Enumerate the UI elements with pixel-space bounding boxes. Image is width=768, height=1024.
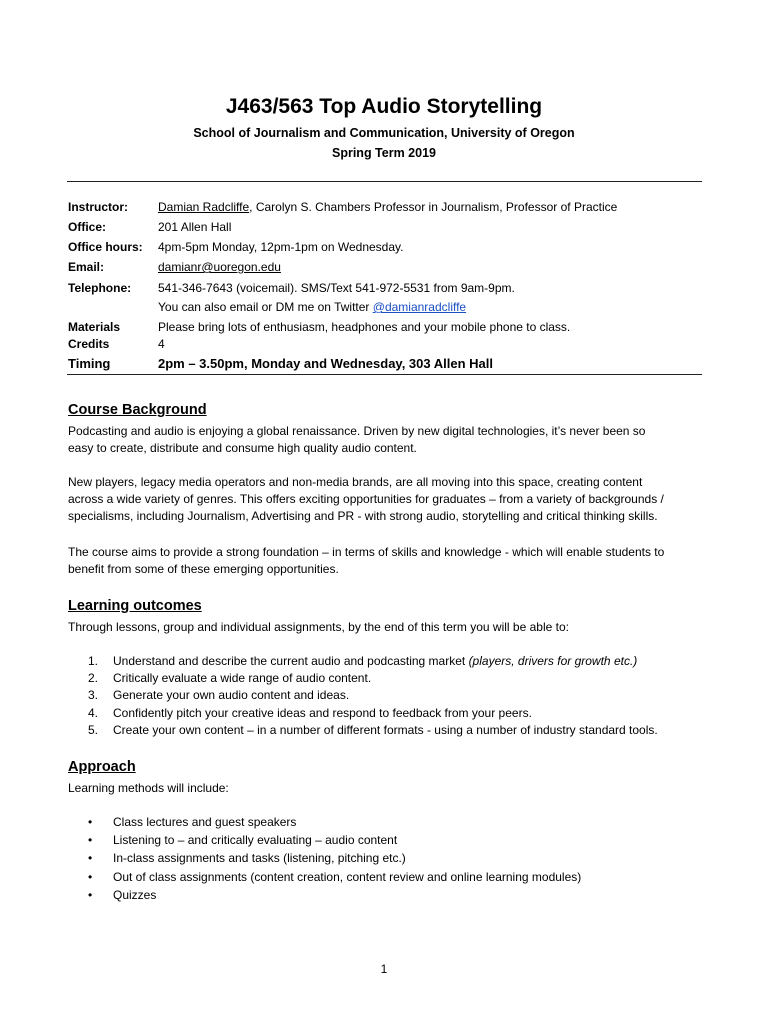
bullet-icon: • (88, 851, 93, 865)
outcome-text: Confidently pitch your creative ideas and respond to feedback from your peers. (113, 706, 532, 720)
document-title: J463/563 Top Audio Storytelling (225, 95, 543, 118)
text-line: Podcasting and audio is enjoying a global renaissance. Driven by new digital technologies, it’s never been so (68, 424, 646, 438)
bullet-icon: • (88, 870, 93, 884)
top-divider (67, 181, 702, 182)
list-number: 2. (88, 671, 99, 685)
background-paragraph-1 (68, 423, 708, 457)
text-line: New players, legacy media operators and non-media brands, are all moving into this space, creating content (68, 475, 643, 489)
office-value: 201 Allen Hall (158, 220, 232, 234)
credits-value: 4 (158, 337, 165, 351)
materials-label: Materials (68, 320, 121, 334)
telephone-label: Telephone: (68, 281, 132, 295)
approach-text: Quizzes (113, 888, 157, 902)
instructor-name: Damian Radcliffe (158, 200, 250, 214)
outcome-text (113, 654, 637, 668)
text-line: across a wide variety of genres. This offers exciting opportunities for graduates – from a variety of backgrounds / (68, 492, 664, 506)
office-hours-label: Office hours: (68, 240, 143, 254)
outcome-text: Create your own content – in a number of different formats - using a number of industry standard tools. (113, 723, 658, 737)
outcome-note: (players, drivers for growth etc.) (468, 654, 638, 668)
outcomes-intro: Through lessons, group and individual assignments, by the end of this term you will be able to: (68, 620, 569, 634)
timing-label: Timing (68, 356, 111, 371)
learning-outcomes-heading: Learning outcomes (68, 598, 202, 614)
approach-text: Listening to – and critically evaluating – audio content (113, 833, 398, 847)
approach-text: Out of class assignments (content creation, content review and online learning modules) (113, 870, 582, 884)
page-number: 1 (380, 962, 388, 976)
instructor-label: Instructor: (68, 200, 128, 214)
school-name: School of Journalism and Communication, University of Oregon (193, 126, 575, 140)
background-paragraph-3 (68, 544, 708, 578)
list-number: 1. (88, 654, 99, 668)
outcome-text: Critically evaluate a wide range of audio content. (113, 671, 372, 685)
bullet-icon: • (88, 833, 93, 847)
office-hours-value: 4pm-5pm Monday, 12pm-1pm on Wednesday. (158, 240, 404, 254)
twitter-value (158, 300, 466, 314)
term-label: Spring Term 2019 (332, 146, 436, 160)
bullet-icon: • (88, 888, 93, 902)
info-divider (67, 374, 702, 375)
credits-label: Credits (68, 337, 110, 351)
outcome-text: Generate your own audio content and ideas. (113, 688, 350, 702)
approach-text: Class lectures and guest speakers (113, 815, 297, 829)
outcome-main: Understand and describe the current audio and podcasting market (113, 654, 469, 668)
instructor-title: , Carolyn S. Chambers Professor in Journalism, Professor of Practice (249, 200, 618, 214)
twitter-text: You can also email or DM me on Twitter (158, 300, 373, 314)
list-number: 3. (88, 688, 99, 702)
approach-heading: Approach (68, 759, 136, 775)
course-background-heading: Course Background (68, 402, 207, 418)
background-paragraph-2 (68, 474, 708, 525)
email-label: Email: (68, 260, 105, 274)
text-line: benefit from some of these emerging opportunities. (68, 562, 339, 576)
bullet-icon: • (88, 815, 93, 829)
instructor-value (158, 200, 617, 214)
list-number: 5. (88, 723, 99, 737)
materials-value: Please bring lots of enthusiasm, headphones and your mobile phone to class. (158, 320, 571, 334)
text-line: The course aims to provide a strong foundation – in terms of skills and knowledge - which will enable students to (68, 545, 665, 559)
text-line: easy to create, distribute and consume high quality audio content. (68, 441, 417, 455)
text-line: specialisms, including Journalism, Advertising and PR - with strong audio, storytelling and critical thinking skills. (68, 509, 658, 523)
office-label: Office: (68, 220, 107, 234)
telephone-value: 541-346-7643 (voicemail). SMS/Text 541-972-5531 from 9am-9pm. (158, 281, 515, 295)
timing-value: 2pm – 3.50pm, Monday and Wednesday, 303 Allen Hall (158, 356, 493, 371)
approach-text: In-class assignments and tasks (listening, pitching etc.) (113, 851, 406, 865)
list-number: 4. (88, 706, 99, 720)
approach-intro: Learning methods will include: (68, 781, 229, 795)
email-link[interactable]: damianr@uoregon.edu (158, 260, 281, 274)
twitter-link[interactable]: @damianradcliffe (372, 300, 467, 314)
